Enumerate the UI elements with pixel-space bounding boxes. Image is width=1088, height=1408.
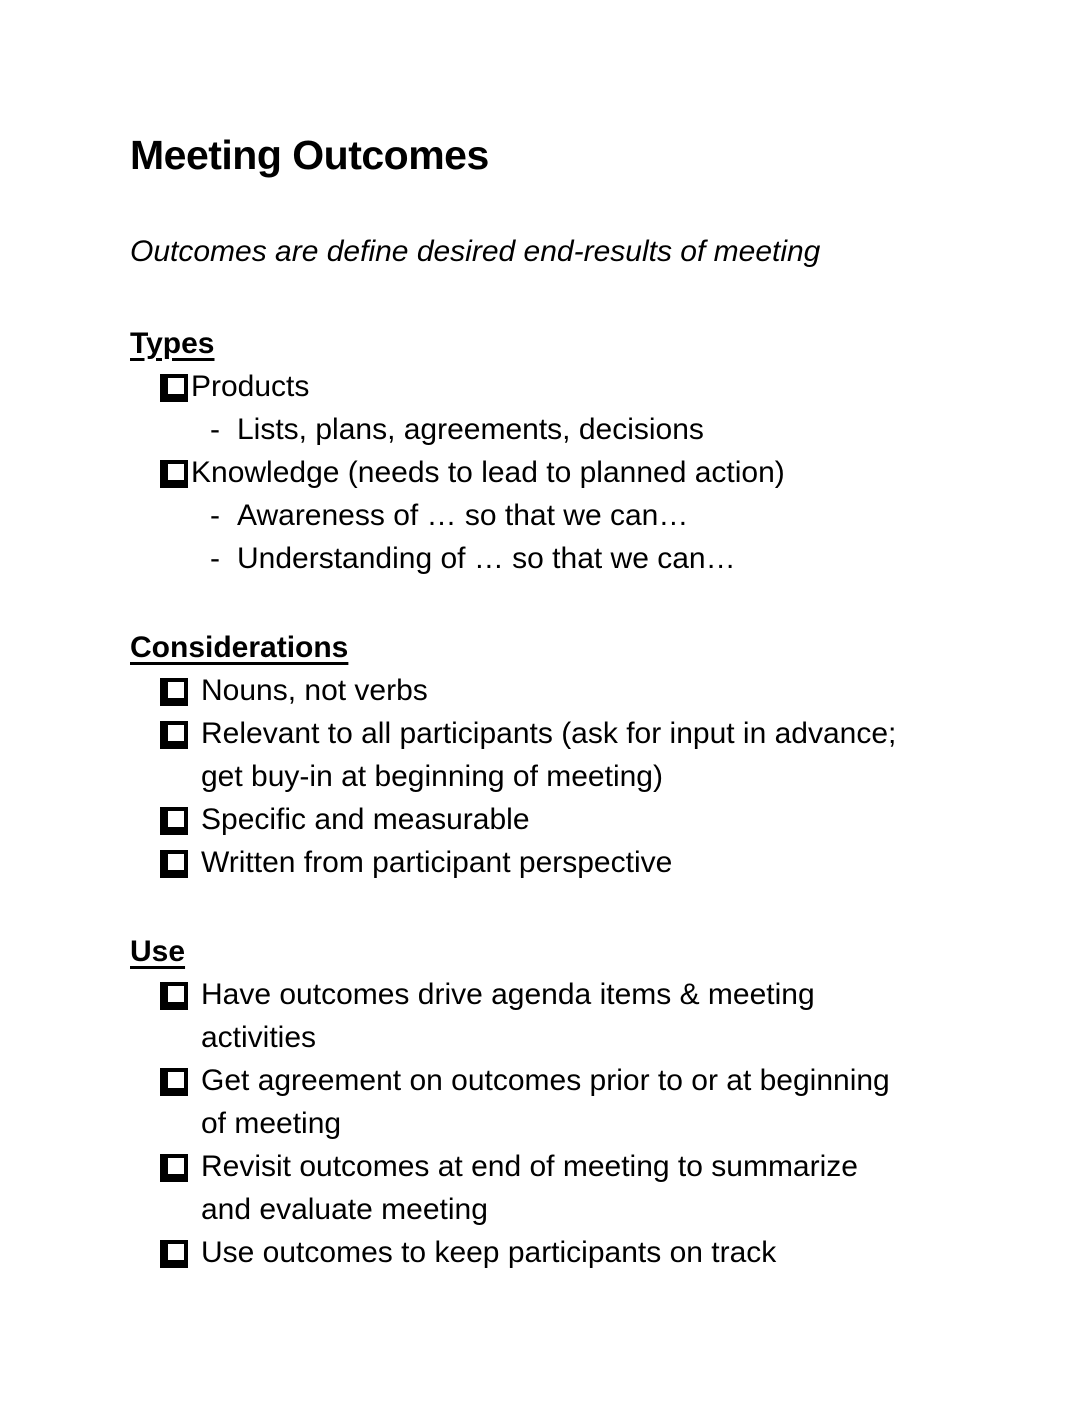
sub-list-item-text: Lists, plans, agreements, decisions — [237, 413, 704, 446]
checkbox-icon — [160, 850, 188, 878]
list-item-text: Have outcomes drive agenda items & meeting activities — [201, 978, 815, 1054]
list-item — [160, 1231, 993, 1274]
checkbox-icon — [160, 460, 188, 488]
list-item-text: Products — [191, 370, 310, 403]
sub-list-item — [210, 494, 993, 537]
sub-list-item — [210, 537, 993, 580]
sub-list-item — [210, 408, 993, 451]
section-considerations — [130, 626, 993, 884]
list-item-text: Knowledge (needs to lead to planned action) — [191, 456, 785, 489]
dash-bullet: - — [210, 413, 220, 446]
sub-list-item-text: Understanding of … so that we can… — [237, 542, 736, 575]
list-item-text: Relevant to all participants (ask for input in advance; get buy-in at beginning of meeting) — [201, 717, 897, 793]
dash-bullet: - — [210, 542, 220, 575]
list-item-text: Revisit outcomes at end of meeting to summarize and evaluate meeting — [201, 1150, 858, 1226]
list-item-text: Nouns, not verbs — [201, 674, 428, 707]
list-item-text: Get agreement on outcomes prior to or at beginning of meeting — [201, 1064, 890, 1140]
dash-bullet: - — [210, 499, 220, 532]
checkbox-icon — [160, 721, 188, 749]
checkbox-icon — [160, 1154, 188, 1182]
section-heading: Types — [130, 327, 215, 360]
page-subtitle: Outcomes are define desired end-results of meeting — [130, 235, 821, 268]
section-use — [130, 930, 993, 1274]
list-item-text: Use outcomes to keep participants on track — [201, 1236, 777, 1269]
list-item — [160, 712, 993, 798]
list-item-text: Written from participant perspective — [201, 846, 673, 879]
checkbox-icon — [160, 1068, 188, 1096]
list-item — [160, 365, 993, 408]
page-title: Meeting Outcomes — [130, 132, 489, 178]
checkbox-icon — [160, 374, 188, 402]
list-item — [160, 973, 993, 1059]
list-item — [160, 1145, 993, 1231]
list-item — [160, 841, 993, 884]
section-types — [130, 322, 993, 580]
list-item — [160, 451, 993, 494]
checkbox-icon — [160, 678, 188, 706]
section-heading: Use — [130, 935, 186, 968]
list-item — [160, 669, 993, 712]
list-item-text: Specific and measurable — [201, 803, 530, 836]
sub-list-item-text: Awareness of … so that we can… — [237, 499, 689, 532]
section-heading: Considerations — [130, 631, 349, 664]
checkbox-icon — [160, 982, 188, 1010]
checkbox-icon — [160, 1240, 188, 1268]
checkbox-icon — [160, 807, 188, 835]
list-item — [160, 798, 993, 841]
list-item — [160, 1059, 993, 1145]
